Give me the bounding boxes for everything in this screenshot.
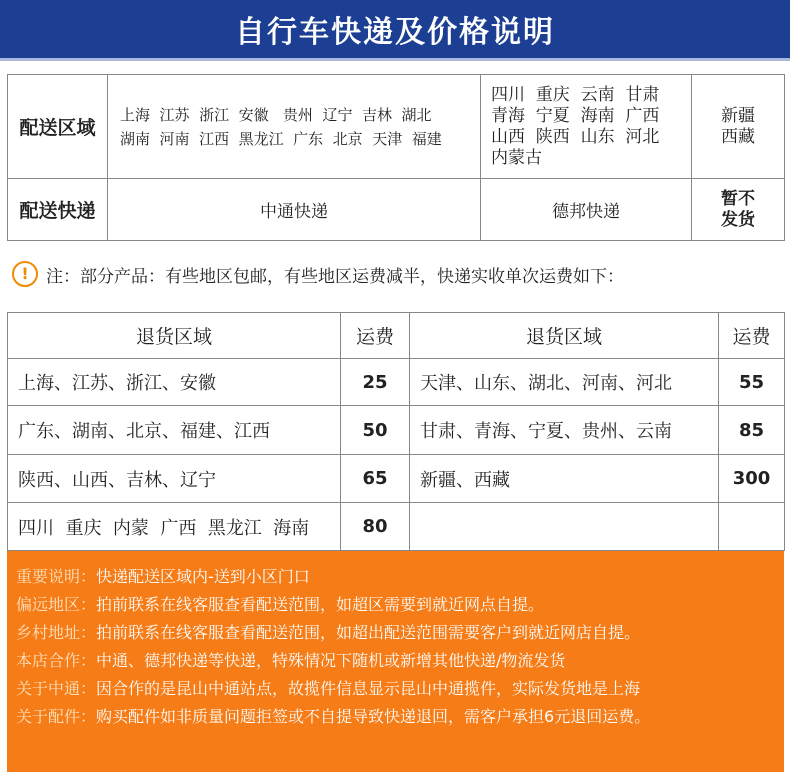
- zone2-line: 四川 重庆 云南 甘肃: [491, 84, 660, 105]
- note-value: 快递配送区域内-送到小区门口: [96, 567, 310, 586]
- note-line: [16, 647, 784, 675]
- note-line: [16, 675, 784, 703]
- zone2-courier: 德邦快递: [481, 179, 692, 241]
- return-region: 四川 重庆 内蒙 广西 黑龙江 海南: [8, 503, 341, 551]
- table-header-row: [8, 313, 785, 359]
- note-value: 因合作的是昆山中通站点，故揽件信息显示昆山中通揽件，实际发货地是上海: [96, 679, 641, 698]
- return-region: 广东、湖南、北京、福建、江西: [8, 406, 341, 455]
- zone2-line: 青海 宁夏 海南 广西: [491, 105, 660, 126]
- return-fee: 65: [341, 455, 410, 503]
- zone1-line: 上海 江苏 浙江 安徽 贵州 辽宁 吉林 湖北: [120, 105, 432, 124]
- note-line: [16, 591, 784, 619]
- zone3-courier-line: 发货: [721, 209, 755, 230]
- return-fee: 300: [719, 455, 785, 503]
- return-region: [410, 503, 719, 551]
- note-key: 偏远地区：: [16, 595, 97, 614]
- return-region: 新疆、西藏: [410, 455, 719, 503]
- note-value: 拍前联系在线客服查看配送范围，如超出配送范围需要客户到就近网店自提。: [96, 623, 641, 642]
- exclamation-circle-icon: !: [12, 261, 38, 287]
- note-key: 乡村地址：: [16, 623, 97, 642]
- note-key: 本店合作：: [16, 651, 97, 670]
- zone2-line: 内蒙古: [491, 147, 542, 168]
- note-line: [16, 563, 784, 591]
- zone2-regions: [481, 75, 692, 179]
- table-row: [8, 75, 785, 179]
- column-header-fee: 运费: [341, 313, 410, 359]
- return-region: 甘肃、青海、宁夏、贵州、云南: [410, 406, 719, 455]
- column-header-region: 退货区域: [410, 313, 719, 359]
- zone1-line: 湖南 河南 江西 黑龙江 广东 北京 天津 福建: [120, 129, 442, 148]
- delivery-zone-table: [7, 74, 785, 241]
- return-fee: 25: [341, 359, 410, 406]
- page-title: 自行车快递及价格说明: [235, 15, 555, 50]
- return-fee: 85: [719, 406, 785, 455]
- zone3-courier-line: 暂不: [721, 188, 755, 209]
- zone3-line: 新疆: [721, 105, 755, 126]
- note-value: 拍前联系在线客服查看配送范围，如超区需要到就近网点自提。: [96, 595, 545, 614]
- note-key: 关于中通：: [16, 679, 97, 698]
- note-value: 中通、德邦快递等快递，特殊情况下随机或新增其他快递/物流发货: [96, 651, 566, 670]
- return-fee: 55: [719, 359, 785, 406]
- row-header-delivery-zone: 配送区域: [8, 75, 108, 179]
- zone3-courier: [692, 179, 785, 241]
- return-region: 天津、山东、湖北、河南、河北: [410, 359, 719, 406]
- important-notes-panel: [7, 551, 784, 772]
- return-region: 陕西、山西、吉林、辽宁: [8, 455, 341, 503]
- return-fee: 80: [341, 503, 410, 551]
- note-key: 重要说明：: [16, 567, 97, 586]
- zone1-regions: [108, 75, 481, 179]
- row-header-courier: 配送快递: [8, 179, 108, 241]
- table-row: [8, 455, 785, 503]
- notice: [12, 260, 624, 288]
- table-row: [8, 179, 785, 241]
- note-key: 关于配件：: [16, 707, 97, 726]
- return-region: 上海、江苏、浙江、安徽: [8, 359, 341, 406]
- title-banner: [0, 0, 790, 61]
- note-line: [16, 703, 784, 731]
- table-row: [8, 359, 785, 406]
- column-header-fee: 运费: [719, 313, 785, 359]
- return-fee-table: [7, 312, 785, 551]
- zone3-regions: [692, 75, 785, 179]
- note-line: [16, 619, 784, 647]
- notice-text: 注：部分产品：有些地区包邮，有些地区运费减半，快递实收单次运费如下：: [46, 266, 624, 287]
- zone1-courier: 中通快递: [108, 179, 481, 241]
- return-fee: [719, 503, 785, 551]
- zone2-line: 山西 陕西 山东 河北: [491, 126, 660, 147]
- return-fee: 50: [341, 406, 410, 455]
- zone3-line: 西藏: [721, 126, 755, 147]
- note-value: 购买配件如非质量问题拒签或不自提导致快递退回，需客户承担6元退回运费。: [96, 707, 651, 726]
- table-row: [8, 406, 785, 455]
- column-header-region: 退货区域: [8, 313, 341, 359]
- table-row: [8, 503, 785, 551]
